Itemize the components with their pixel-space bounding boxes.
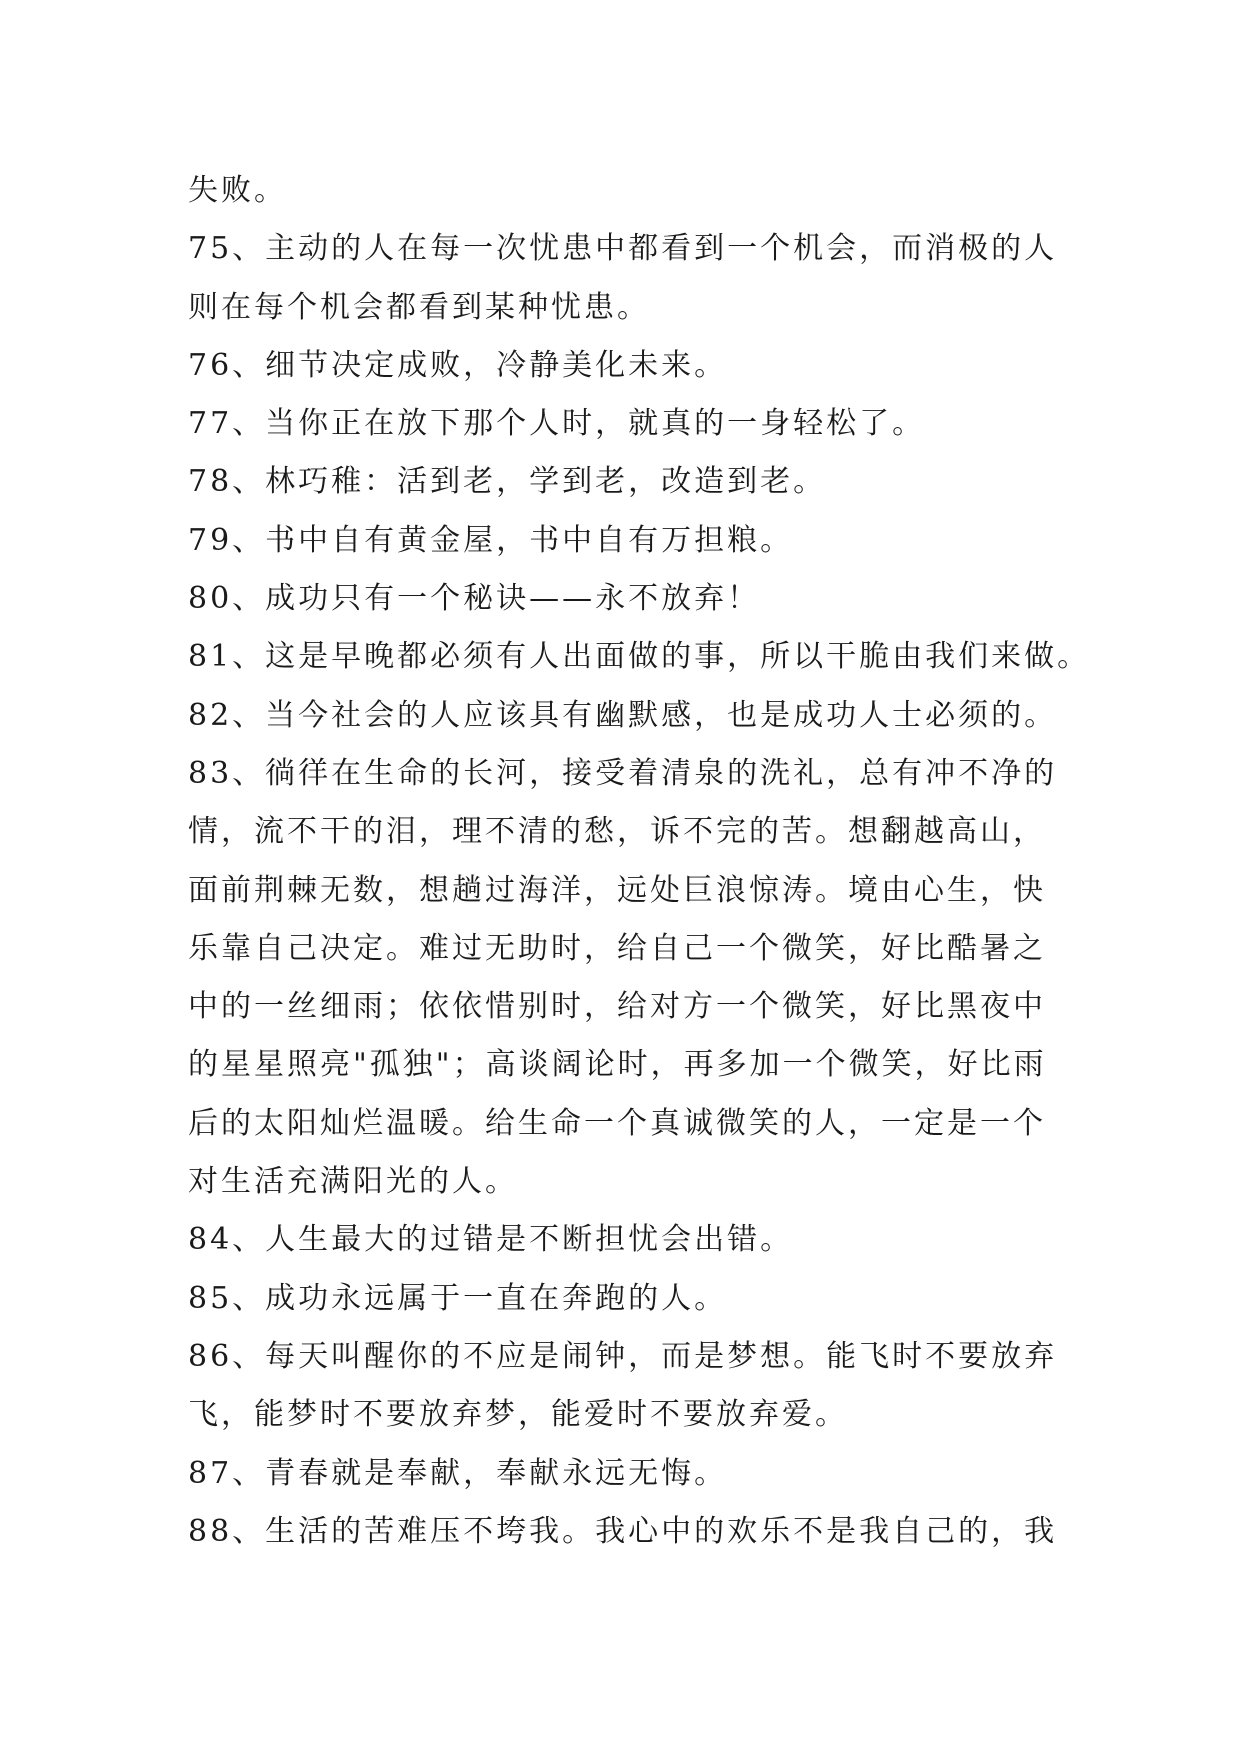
text-line: 78、林巧稚：活到老，学到老，改造到老。 xyxy=(188,464,827,500)
text-line: 80、成功只有一个秘诀——永不放弃！ xyxy=(188,581,761,617)
text-line: 87、青春就是奉献，奉献永远无悔。 xyxy=(188,1455,728,1491)
text-line: 面前荆棘无数，想趟过海洋，远处巨浪惊涛。境由心生，快 xyxy=(188,872,1046,908)
text-line: 83、徜徉在生命的长河，接受着清泉的洗礼，总有冲不净的 xyxy=(188,755,1058,791)
text-line: 85、成功永远属于一直在奔跑的人。 xyxy=(188,1280,728,1316)
text-line: 失败。 xyxy=(188,173,287,208)
text-line: 后的太阳灿烂温暖。给生命一个真诚微笑的人，一定是一个 xyxy=(188,1105,1046,1141)
document-body xyxy=(188,162,1091,1561)
text-line: 飞，能梦时不要放弃梦，能爱时不要放弃爱。 xyxy=(188,1397,848,1433)
text-line: 的星星照亮"孤独"；高谈阔论时，再多加一个微笑，好比雨 xyxy=(188,1047,1047,1083)
text-line: 88、生活的苦难压不垮我。我心中的欢乐不是我自己的，我 xyxy=(188,1513,1058,1549)
text-line: 82、当今社会的人应该具有幽默感，也是成功人士必须的。 xyxy=(188,697,1058,733)
text-line: 77、当你正在放下那个人时，就真的一身轻松了。 xyxy=(188,406,926,442)
text-line: 中的一丝细雨；依依惜别时，给对方一个微笑，好比黑夜中 xyxy=(188,989,1046,1025)
text-line: 75、主动的人在每一次忧患中都看到一个机会，而消极的人 xyxy=(188,231,1058,267)
text-line: 84、人生最大的过错是不断担忧会出错。 xyxy=(188,1222,794,1258)
text-line: 79、书中自有黄金屋，书中自有万担粮。 xyxy=(188,522,794,558)
text-line: 76、细节决定成败，冷静美化未来。 xyxy=(188,347,728,383)
text-line: 则在每个机会都看到某种忧患。 xyxy=(188,289,650,325)
text-line: 对生活充满阳光的人。 xyxy=(188,1164,518,1200)
text-line: 81、这是早晚都必须有人出面做的事，所以干脆由我们来做。 xyxy=(188,639,1091,675)
text-line: 情，流不干的泪，理不清的愁，诉不完的苦。想翻越高山， xyxy=(188,814,1046,850)
text-line: 86、每天叫醒你的不应是闹钟，而是梦想。能飞时不要放弃 xyxy=(188,1338,1058,1374)
text-line: 乐靠自己决定。难过无助时，给自己一个微笑，好比酷暑之 xyxy=(188,930,1046,966)
